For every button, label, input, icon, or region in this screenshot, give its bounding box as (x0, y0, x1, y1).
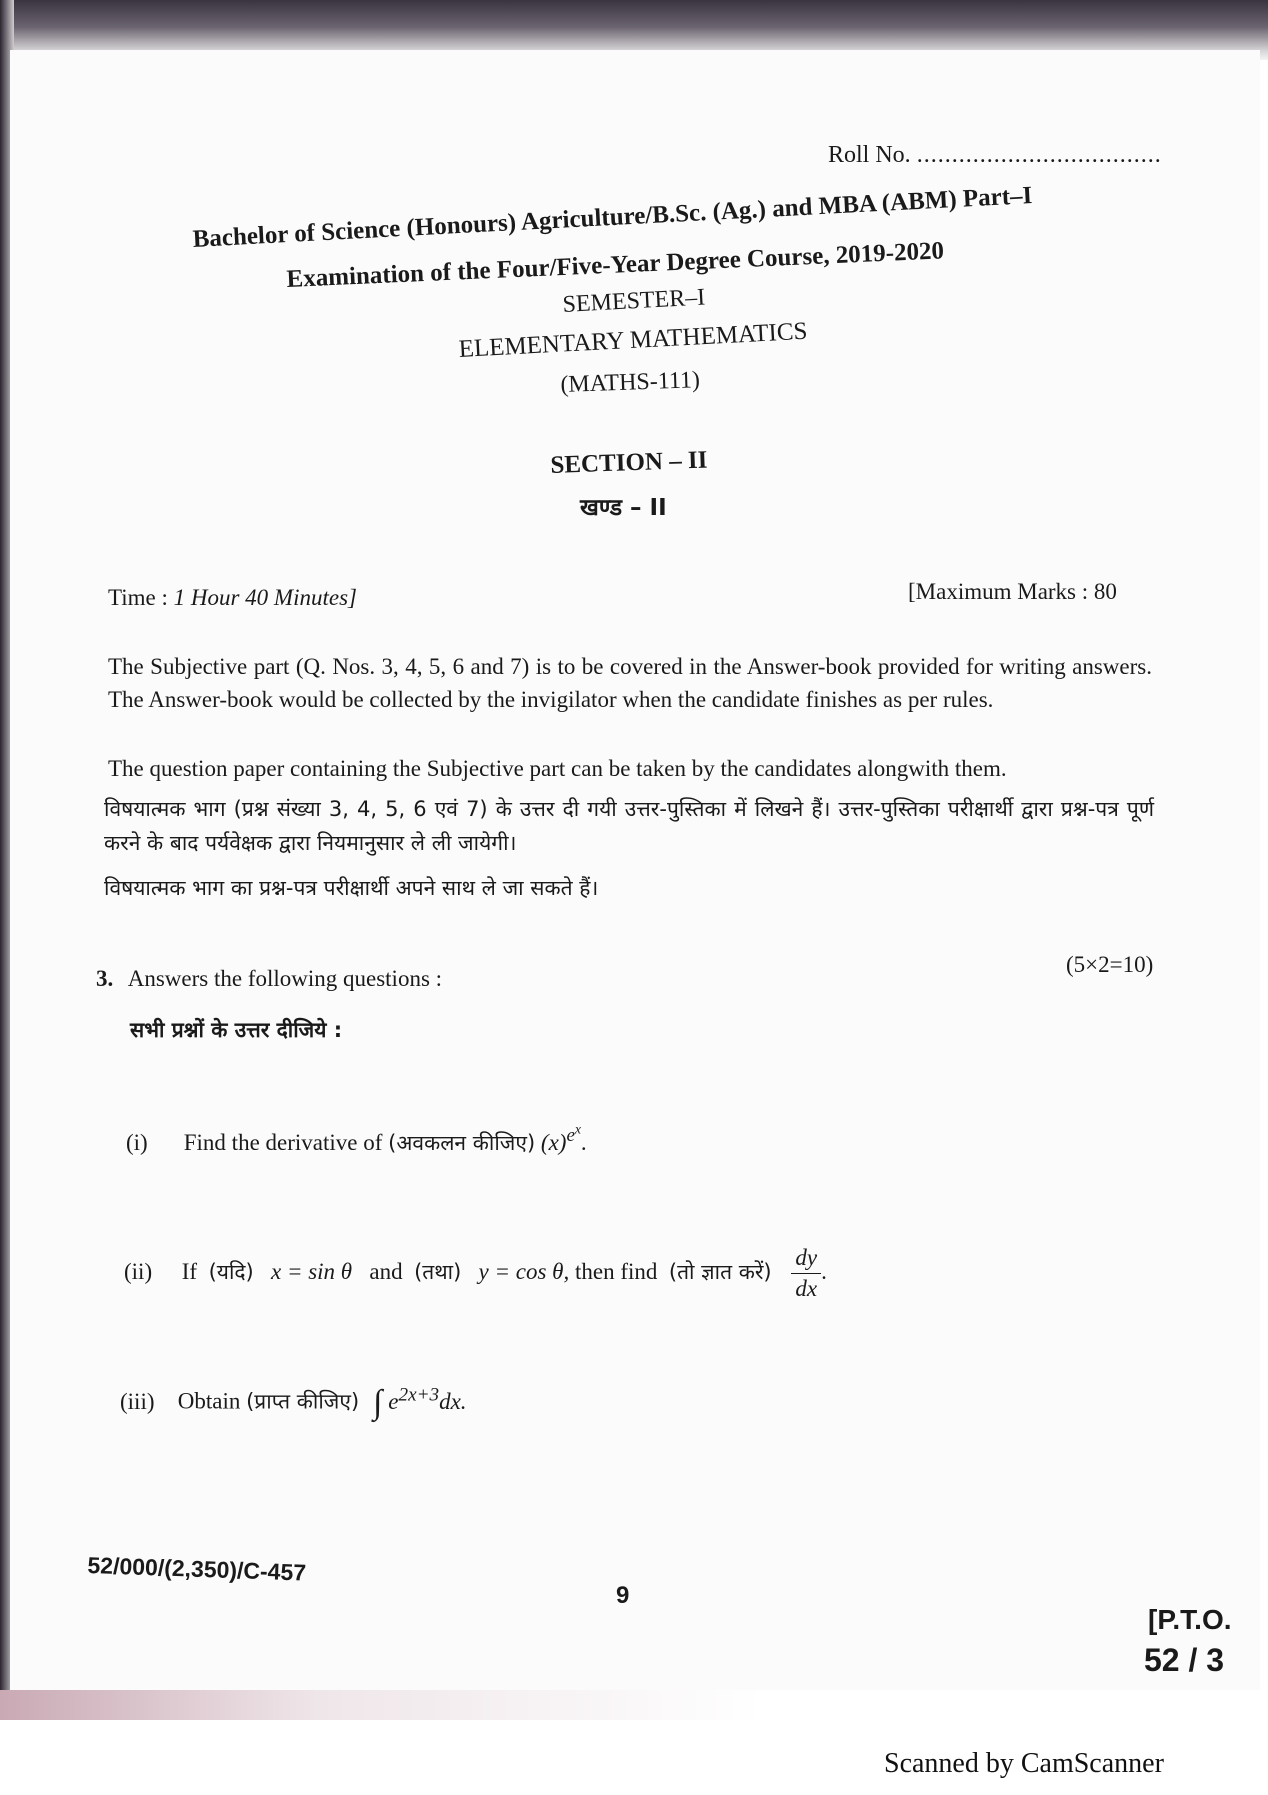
math-expression-y: y = cos θ, (478, 1258, 570, 1284)
subject-code: (MATHS-111) (560, 367, 701, 398)
roll-number-field (828, 142, 1162, 169)
please-turn-over: [P.T.O. (1148, 1604, 1232, 1635)
math-expression: $(x)^{e^x}$ (540, 1122, 581, 1156)
math-expression-x: x = sin θ (270, 1258, 353, 1284)
section-title-hindi: खण्ड – II (580, 495, 667, 521)
subject-title: ELEMENTARY MATHEMATICS (458, 317, 809, 363)
roll-number-dots: ................................... (916, 142, 1162, 168)
word-then-find: then find (574, 1258, 658, 1284)
period: . (821, 1258, 827, 1284)
subquestion-i (126, 1122, 587, 1157)
maximum-marks: [Maximum Marks : 80 (908, 579, 1117, 604)
page-code: 52 / 3 (1144, 1642, 1225, 1678)
subquestion-label: (i) (126, 1130, 148, 1156)
paper-code: 52/000/(2,350)/C-457 (87, 1552, 307, 1586)
section-title: SECTION – II (550, 446, 708, 479)
period: . (580, 1130, 587, 1156)
math-expression: $e^{2x+3}dx$. (388, 1384, 467, 1414)
instruction-english-2: The question paper containing the Subjective part can be taken by the candidates alongwith them. (108, 756, 1007, 781)
subquestion-ii (124, 1245, 827, 1302)
roll-number-label: Roll No. (828, 142, 911, 168)
scan-edge-bottom (0, 1690, 1268, 1720)
subquestion-label: (ii) (124, 1258, 153, 1284)
subquestion-hindi: (अवकलन कीजिए) (388, 1131, 536, 1156)
time-value: 1 Hour 40 Minutes] (173, 585, 357, 610)
fraction-numerator: dy (791, 1245, 821, 1274)
integral-icon: ∫ (372, 1384, 383, 1422)
fraction-denominator: dx (795, 1276, 818, 1301)
word-and-hindi: (तथा) (414, 1259, 462, 1284)
subquestion-hindi: (प्राप्त कीजिए) (246, 1389, 360, 1414)
question-3 (96, 966, 442, 992)
word-then-find-hindi: (तो ज्ञात करें) (668, 1259, 772, 1284)
page-number: 9 (616, 1582, 630, 1609)
instruction-hindi-1: विषयात्मक भाग (प्रश्न संख्या 3, 4, 5, 6 एवं 7) के उत्तर दी गयी उत्तर-पुस्तिका में लिखने हैं। उत्तर-पुस्तिका परीक्षार्थी द्वारा प्रश्न-पत्र पूर्ण करने के बाद पर्यवेक्षक द्वारा नियमानुसार ले ली जायेगी। (104, 797, 1154, 855)
word-if: If (181, 1258, 198, 1284)
subquestion-text: Obtain (177, 1388, 241, 1414)
subquestion-iii (120, 1384, 467, 1422)
question-text-hindi: सभी प्रश्नों के उत्तर दीजिये : (130, 1018, 343, 1042)
instruction-hindi-2: विषयात्मक भाग का प्रश्न-पत्र परीक्षार्थी अपने साथ ले जा सकते हैं। (104, 876, 599, 900)
time-allowed (108, 585, 357, 611)
instruction-english-1: The Subjective part (Q. Nos. 3, 4, 5, 6 and 7) is to be covered in the Answer-book provided for writing answers. The Answer-book would be collected by the invigilator when the candidate finishes as per rules. (108, 654, 1152, 712)
scanner-watermark: Scanned by CamScanner (884, 1748, 1164, 1779)
exam-title-line2: Examination of the Four/Five-Year Degree Course, 2019-2020 (286, 237, 945, 293)
word-and: and (369, 1258, 403, 1284)
question-number: 3. (96, 966, 114, 991)
subquestion-text: Find the derivative of (183, 1130, 383, 1156)
time-label: Time : (108, 585, 168, 610)
exam-title-line1: Bachelor of Science (Honours) Agriculture/B.Sc. (Ag.) and MBA (ABM) Part–I (192, 182, 1033, 253)
subquestion-label: (iii) (120, 1388, 155, 1414)
word-if-hindi: (यदि) (208, 1259, 254, 1284)
semester-label: SEMESTER–I (562, 284, 706, 318)
question-text: Answers the following questions : (127, 966, 443, 991)
fraction-dy-dx (791, 1245, 821, 1302)
question-marks: (5×2=10) (1066, 952, 1154, 977)
